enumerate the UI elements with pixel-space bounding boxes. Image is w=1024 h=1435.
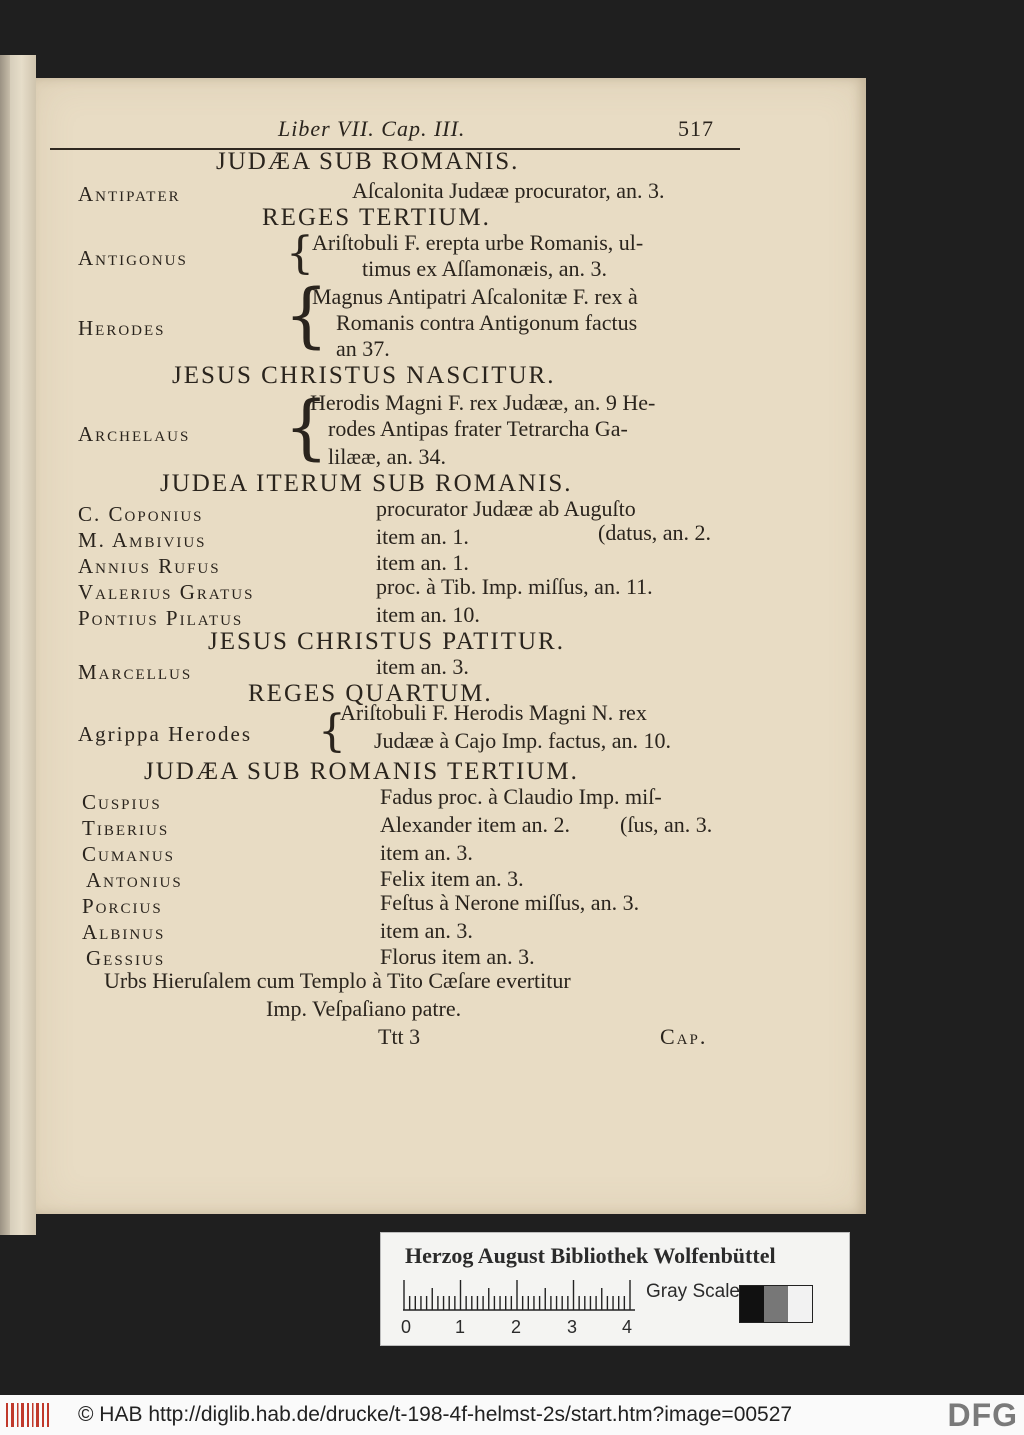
running-title: Liber VII. Cap. III. [278, 116, 466, 141]
entry-desc: Alexander item an. 2. [380, 812, 570, 837]
entry-desc: rodes Antipas frater Tetrarcha Ga- [328, 416, 628, 441]
page-number: 517 [678, 116, 714, 141]
entry-desc: item an. 3. [380, 840, 473, 865]
entry-desc: lilææ, an. 34. [328, 444, 446, 469]
entry-name: Pontius Pilatus [78, 606, 244, 630]
section-title: REGES TERTIUM. [262, 204, 491, 231]
entry-desc: an 37. [336, 336, 390, 361]
closing-line: Imp. Veſpaſiano patre. [266, 996, 462, 1021]
barcode-icon [6, 1401, 50, 1429]
book-spine [0, 55, 10, 1235]
source-url[interactable]: © HAB http://diglib.hab.de/drucke/t-198-4f-helmst-2s/start.htm?image=00527 [78, 1403, 793, 1426]
section-title: JESUS CHRISTUS NASCITUR. [172, 362, 556, 389]
section-title: JUDÆA SUB ROMANIS TERTIUM. [144, 758, 579, 785]
entry-desc: Magnus Antipatri Aſcalonitæ F. rex à [312, 284, 638, 309]
entry-desc: proc. à Tib. Imp. miſſus, an. 11. [376, 574, 653, 599]
entry-name: Annius Rufus [78, 554, 221, 578]
catchword: Cap. [660, 1024, 708, 1049]
entry-desc: timus ex Aſſamonæis, an. 3. [362, 256, 608, 281]
entry-desc: item an. 1. [376, 524, 469, 549]
scale-number: 4 [622, 1317, 633, 1337]
entry-name: Valerius Gratus [78, 580, 255, 604]
entry-name: Cumanus [82, 842, 176, 866]
gray-patch-light [788, 1286, 812, 1322]
gray-patches [739, 1285, 813, 1323]
library-name: Herzog August Bibliothek Wolfenbüttel [405, 1243, 776, 1268]
entry-desc: item an. 1. [376, 550, 469, 575]
section-title: JUDEA ITERUM SUB ROMANIS. [160, 470, 573, 497]
brace-icon: { [286, 228, 314, 279]
entry-name: Cuspius [82, 790, 162, 814]
entry-desc-continuation: (datus, an. 2. [598, 520, 712, 545]
entry-name: Tiberius [82, 816, 170, 840]
signature-mark: Ttt 3 [378, 1024, 421, 1049]
entry-name: Herodes [78, 316, 166, 340]
entry-name: Antonius [86, 868, 183, 892]
dfg-logo: DFG [947, 1397, 1018, 1433]
entry-desc: Feſtus à Nerone miſſus, an. 3. [380, 890, 640, 915]
scale-number: 3 [567, 1317, 578, 1337]
gray-scale-label: Gray Scale [646, 1281, 740, 1302]
entry-desc: Florus item an. 3. [380, 944, 535, 969]
entry-desc-continuation: (ſus, an. 3. [620, 812, 713, 837]
entry-desc: item an. 3. [380, 918, 473, 943]
scale-number: 1 [455, 1317, 466, 1337]
gray-patch-dark [740, 1286, 764, 1322]
section-title: JUDÆA SUB ROMANIS. [216, 148, 520, 175]
color-calibration-strip [380, 1232, 850, 1346]
entry-desc: Romanis contra Antigonum factus [336, 310, 638, 335]
entry-name: Antigonus [78, 246, 188, 270]
entry-desc: Herodis Magni F. rex Judææ, an. 9 He- [310, 390, 656, 415]
entry-desc: item an. 10. [376, 602, 480, 627]
entry-desc: Felix item an. 3. [380, 866, 524, 891]
entry-name: Marcellus [78, 660, 193, 684]
entry-desc: procurator Judææ ab Auguſto [376, 496, 636, 521]
entry-name: Agrippa Herodes [78, 722, 253, 746]
entry-name: M. Ambivius [78, 528, 207, 552]
entry-name: Archelaus [78, 422, 191, 446]
entry-name: Antipater [78, 182, 181, 206]
brace-icon: { [284, 386, 329, 468]
section-title: JESUS CHRISTUS PATITUR. [208, 628, 565, 655]
brace-icon: { [318, 706, 346, 757]
book-page [36, 78, 866, 1214]
entry-desc: item an. 3. [376, 654, 469, 679]
entry-desc: Ariſtobuli F. erepta urbe Romanis, ul- [312, 230, 644, 255]
entry-name: Albinus [82, 920, 166, 944]
entry-name: Gessius [86, 946, 166, 970]
previous-page-edge [0, 55, 36, 1235]
gray-patch-mid [764, 1286, 788, 1322]
entry-desc: Fadus proc. à Claudio Imp. miſ- [380, 784, 662, 809]
entry-name: C. Coponius [78, 502, 204, 526]
ruler-scale [403, 1277, 635, 1311]
footer-bar [0, 1395, 1024, 1435]
closing-line: Urbs Hieruſalem cum Templo à Tito Cæſare evertitur [104, 968, 571, 993]
entry-desc: Aſcalonita Judææ procurator, an. 3. [352, 178, 665, 203]
entry-desc: Ariſtobuli F. Herodis Magni N. rex [340, 700, 647, 725]
brace-icon: { [284, 274, 329, 356]
scale-number: 2 [511, 1317, 522, 1337]
scale-number: 0 [401, 1317, 412, 1337]
section-title: REGES QUARTUM. [248, 680, 493, 707]
entry-name: Porcius [82, 894, 163, 918]
entry-desc: Judææ à Cajo Imp. factus, an. 10. [374, 728, 671, 753]
